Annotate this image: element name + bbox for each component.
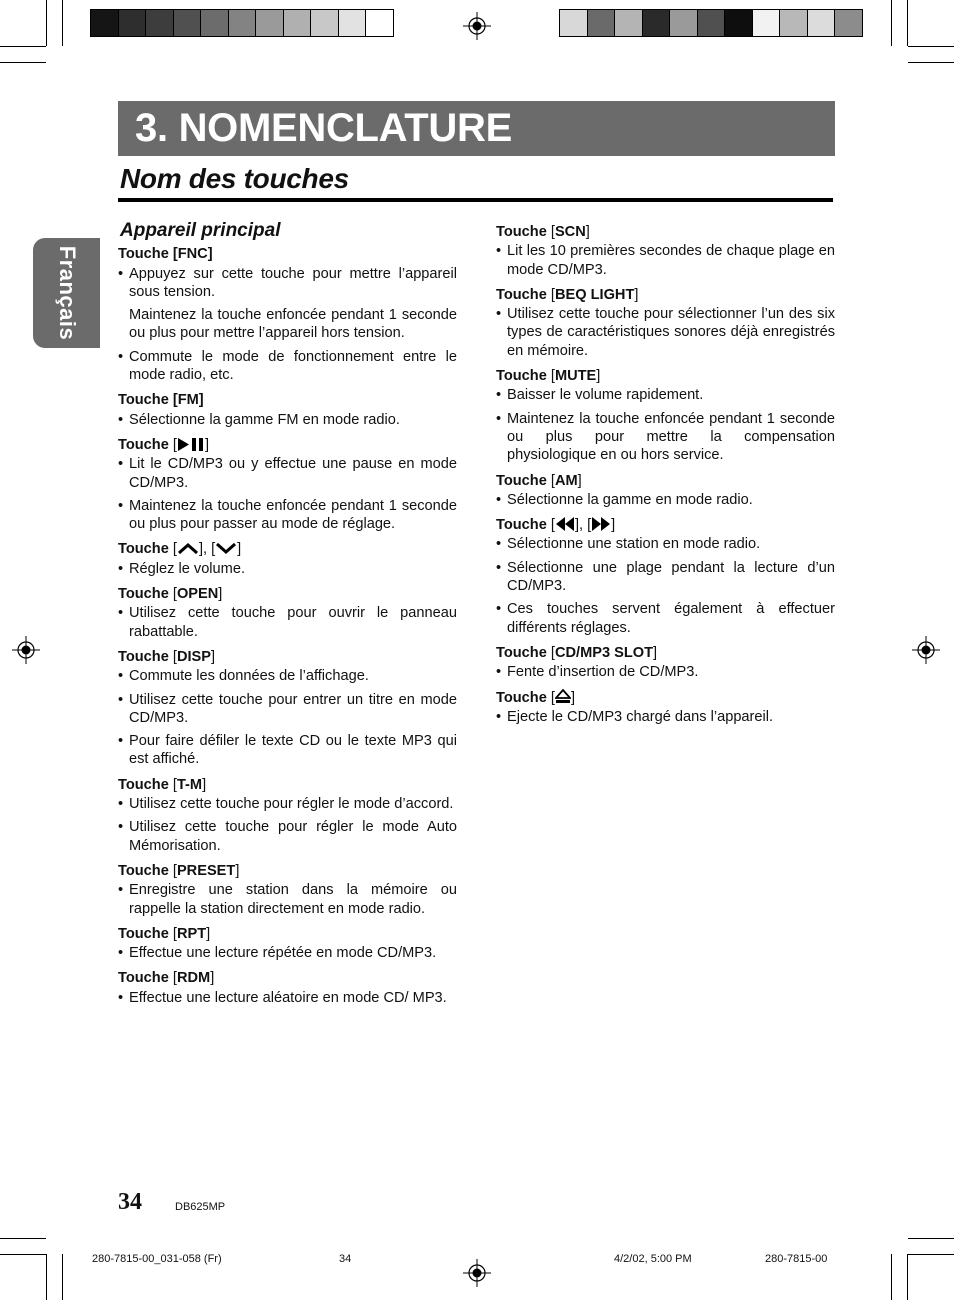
- key-name: AM: [554, 472, 578, 489]
- key-entry: [118, 436, 457, 533]
- chevron-up-icon: [177, 541, 199, 557]
- footer-datetime: 4/2/02, 5:00 PM: [614, 1253, 692, 1265]
- color-swatch: [145, 10, 173, 36]
- key-title-prefix: Touche [: [496, 689, 555, 706]
- key-title-suffix: ]: [585, 224, 590, 240]
- key-title-suffix: ]: [653, 644, 658, 661]
- key-title-prefix: Touche [: [496, 368, 555, 385]
- key-title-prefix: Touche [: [496, 472, 555, 489]
- color-swatch: [642, 10, 670, 36]
- bullet-item: • Sélectionne la gamme FM en mode radio.: [118, 411, 457, 429]
- bullet-item: • Ces touches servent également à effectuer différents réglages.: [496, 600, 835, 637]
- bullet-item: • Commute les données de l’affichage.: [118, 667, 457, 685]
- color-swatch: [228, 10, 256, 36]
- key-title-prefix: Touche [: [118, 776, 177, 793]
- key-title-text: Touche [FNC]: [118, 246, 213, 263]
- bullet-item: • Sélectionne une station en mode radio.: [496, 535, 835, 553]
- key-title-prefix: Touche [: [118, 586, 177, 603]
- color-swatch: [614, 10, 642, 36]
- bullet-list: [496, 663, 835, 681]
- bullet-item: • Sélectionne la gamme en mode radio.: [496, 491, 835, 509]
- bullet-item: • Sélectionne une plage pendant la lecture d’un CD/MP3.: [496, 559, 835, 596]
- key-title-prefix: Touche [: [118, 648, 177, 665]
- key-title: [118, 862, 457, 880]
- fast-forward-icon: [591, 517, 611, 533]
- color-swatch: [310, 10, 338, 36]
- language-tab-label: Français: [54, 245, 80, 341]
- footer-file: 280-7815-00_031-058 (Fr): [92, 1253, 222, 1265]
- key-title: [118, 391, 457, 409]
- key-title-suffix: ]: [211, 648, 216, 665]
- eject-icon: [555, 690, 571, 706]
- key-name: T-M: [176, 776, 203, 793]
- bullet-item: • Fente d’insertion de CD/MP3.: [496, 663, 835, 681]
- key-title: [496, 286, 835, 304]
- key-title-suffix: ]: [634, 286, 639, 303]
- footer-sheet: 34: [339, 1253, 352, 1265]
- key-entry: [118, 862, 457, 918]
- key-title-separator: ], [: [198, 541, 216, 558]
- key-name: BEQ LIGHT: [554, 286, 635, 303]
- bullet-item: • Commute le mode de fonctionnement entre le mode radio, etc.: [118, 348, 457, 385]
- key-entry: [496, 644, 835, 682]
- color-swatch: [834, 10, 862, 36]
- color-swatch: [255, 10, 283, 36]
- color-swatch: [365, 10, 393, 36]
- key-title: [118, 436, 457, 454]
- key-entry: [118, 776, 457, 855]
- key-entry: [118, 585, 457, 641]
- left-column: [118, 222, 457, 1014]
- key-entry: [118, 540, 457, 578]
- key-title-prefix: Touche [: [496, 644, 555, 661]
- bullet-list: [496, 305, 835, 360]
- key-title: [118, 648, 457, 666]
- bullet-item: • Effectue une lecture aléatoire en mode CD/ MP3.: [118, 989, 457, 1007]
- bullet-list: [118, 667, 457, 768]
- key-title-suffix: ]: [235, 862, 240, 879]
- bullet-item: • Effectue une lecture répétée en mode CD/MP3.: [118, 944, 457, 962]
- key-title: [496, 367, 835, 385]
- color-swatch: [283, 10, 311, 36]
- color-swatch: [91, 10, 118, 36]
- key-entry: [118, 245, 457, 384]
- key-entry: [118, 969, 457, 1007]
- key-entry: [118, 648, 457, 769]
- key-title: [118, 585, 457, 603]
- bullet-list: [118, 560, 457, 578]
- color-swatch: [779, 10, 807, 36]
- key-title: [118, 776, 457, 794]
- registration-mark-right-icon: [912, 636, 940, 664]
- key-title: [496, 689, 835, 707]
- bullet-list: [118, 881, 457, 918]
- rewind-icon: [555, 517, 575, 533]
- color-swatch: [807, 10, 835, 36]
- chevron-down-icon: [215, 541, 237, 557]
- key-title: [118, 925, 457, 943]
- key-title: [496, 223, 835, 241]
- key-title-suffix: ]: [218, 586, 223, 603]
- key-title-prefix: Touche [: [118, 541, 177, 558]
- bullet-list: [118, 795, 457, 855]
- key-name: SCN: [554, 224, 586, 240]
- key-title: [118, 969, 457, 987]
- color-swatch: [118, 10, 146, 36]
- key-title-separator: ], [: [574, 517, 592, 534]
- key-title-prefix: Touche [: [496, 517, 555, 534]
- color-swatch: [587, 10, 615, 36]
- key-title-prefix: Touche [: [118, 436, 177, 453]
- key-title-prefix: Touche [: [118, 970, 177, 987]
- key-title: [496, 472, 835, 490]
- key-title-text: Touche [FM]: [118, 392, 204, 409]
- subhead: Appareil principal: [120, 220, 281, 241]
- key-entry: [496, 223, 835, 279]
- key-title-prefix: Touche [: [118, 862, 177, 879]
- color-swatch: [338, 10, 366, 36]
- bullet-list: [118, 989, 457, 1007]
- key-title-suffix: ]: [237, 541, 242, 558]
- bullet-list: [118, 604, 457, 641]
- key-title-suffix: ]: [202, 776, 207, 793]
- bullet-list: [118, 455, 457, 533]
- bullet-item: • Appuyez sur cette touche pour mettre l’appareil sous tension.: [118, 265, 457, 302]
- bullet-list: [118, 411, 457, 429]
- color-bar-left: [90, 9, 394, 37]
- bullet-list: [496, 386, 835, 464]
- bullet-item: • Réglez le volume.: [118, 560, 457, 578]
- key-title-suffix: ]: [611, 517, 616, 534]
- bullet-item: • Utilisez cette touche pour régler le mode d’accord.: [118, 795, 457, 813]
- key-title-prefix: Touche [: [496, 224, 555, 240]
- registration-mark-top-icon: [463, 12, 491, 40]
- bullet-item: • Maintenez la touche enfoncée pendant 1 seconde ou plus pour passer au mode de réglage.: [118, 497, 457, 534]
- key-entry: [118, 391, 457, 429]
- footer-code: 280-7815-00: [765, 1253, 828, 1265]
- bullet-item: • Ejecte le CD/MP3 chargé dans l’appareil.: [496, 708, 835, 726]
- key-title-suffix: ]: [596, 368, 601, 385]
- bullet-list: [496, 535, 835, 636]
- key-title: [118, 245, 457, 263]
- key-name: CD/MP3 SLOT: [554, 644, 654, 661]
- bullet-item: • Lit le CD/MP3 ou y effectue une pause en mode CD/MP3.: [118, 455, 457, 492]
- bullet-list: [118, 944, 457, 962]
- key-title-suffix: ]: [204, 436, 209, 453]
- right-column: [496, 223, 835, 733]
- key-entry: [496, 472, 835, 510]
- bullet-list: [496, 708, 835, 726]
- section-title: Nom des touches: [120, 163, 349, 194]
- bullet-list: [496, 242, 835, 279]
- key-entry: [496, 516, 835, 637]
- key-name: RPT: [176, 925, 207, 942]
- key-title-prefix: Touche [: [118, 925, 177, 942]
- bullet-item: • Maintenez la touche enfoncée pendant 1 seconde ou plus pour mettre la compensation physiologique en ou hors service.: [496, 410, 835, 465]
- key-title-suffix: ]: [577, 472, 582, 489]
- bullet-list: [118, 265, 457, 385]
- color-bar-right: [559, 9, 863, 37]
- key-name: PRESET: [176, 862, 236, 879]
- color-swatch: [724, 10, 752, 36]
- color-swatch: [173, 10, 201, 36]
- bullet-item: • Lit les 10 premières secondes de chaque plage en mode CD/MP3.: [496, 242, 835, 279]
- registration-mark-bottom-icon: [463, 1259, 491, 1287]
- chapter-title: 3. NOMENCLATURE: [135, 106, 512, 150]
- key-name: DISP: [176, 648, 211, 665]
- bullet-list: [496, 491, 835, 509]
- key-title: [496, 516, 835, 534]
- key-title-suffix: ]: [210, 970, 215, 987]
- page-number: 34: [118, 1189, 142, 1215]
- key-name: RDM: [176, 970, 211, 987]
- key-name: OPEN: [176, 586, 219, 603]
- bullet-item: • Utilisez cette touche pour régler le mode Auto Mémorisation.: [118, 818, 457, 855]
- play-pause-icon: [177, 437, 205, 453]
- key-entry: [496, 367, 835, 464]
- bullet-item: • Utilisez cette touche pour entrer un titre en mode CD/MP3.: [118, 691, 457, 728]
- chapter-banner: [118, 101, 835, 156]
- language-tab: [33, 238, 100, 348]
- bullet-item: Maintenez la touche enfoncée pendant 1 seconde ou plus pour mettre l’appareil hors tension.: [129, 307, 457, 342]
- bullet-item: • Pour faire défiler le texte CD ou le texte MP3 qui est affiché.: [118, 732, 457, 769]
- registration-mark-left-icon: [12, 636, 40, 664]
- bullet-item: • Utilisez cette touche pour sélectionner l’un des six types de caractéristiques sonores déjà enregistrés en mémoire.: [496, 305, 835, 360]
- key-title-prefix: Touche [: [496, 286, 555, 303]
- key-entry: [118, 925, 457, 963]
- bullet-item: • Enregistre une station dans la mémoire ou rappelle la station directement en mode radio.: [118, 881, 457, 918]
- color-swatch: [200, 10, 228, 36]
- bullet-item: • Baisser le volume rapidement.: [496, 386, 835, 404]
- key-title-suffix: ]: [570, 689, 575, 706]
- color-swatch: [560, 10, 587, 36]
- key-title: [496, 644, 835, 662]
- color-swatch: [697, 10, 725, 36]
- color-swatch: [669, 10, 697, 36]
- color-swatch: [752, 10, 780, 36]
- title-rule: [118, 198, 833, 202]
- model-code: DB625MP: [175, 1201, 226, 1213]
- key-entry: [496, 286, 835, 360]
- key-entry: [496, 689, 835, 727]
- bullet-item: • Utilisez cette touche pour ouvrir le panneau rabattable.: [118, 604, 457, 641]
- key-title: [118, 540, 457, 558]
- key-title-suffix: ]: [206, 925, 211, 942]
- key-name: MUTE: [554, 368, 597, 385]
